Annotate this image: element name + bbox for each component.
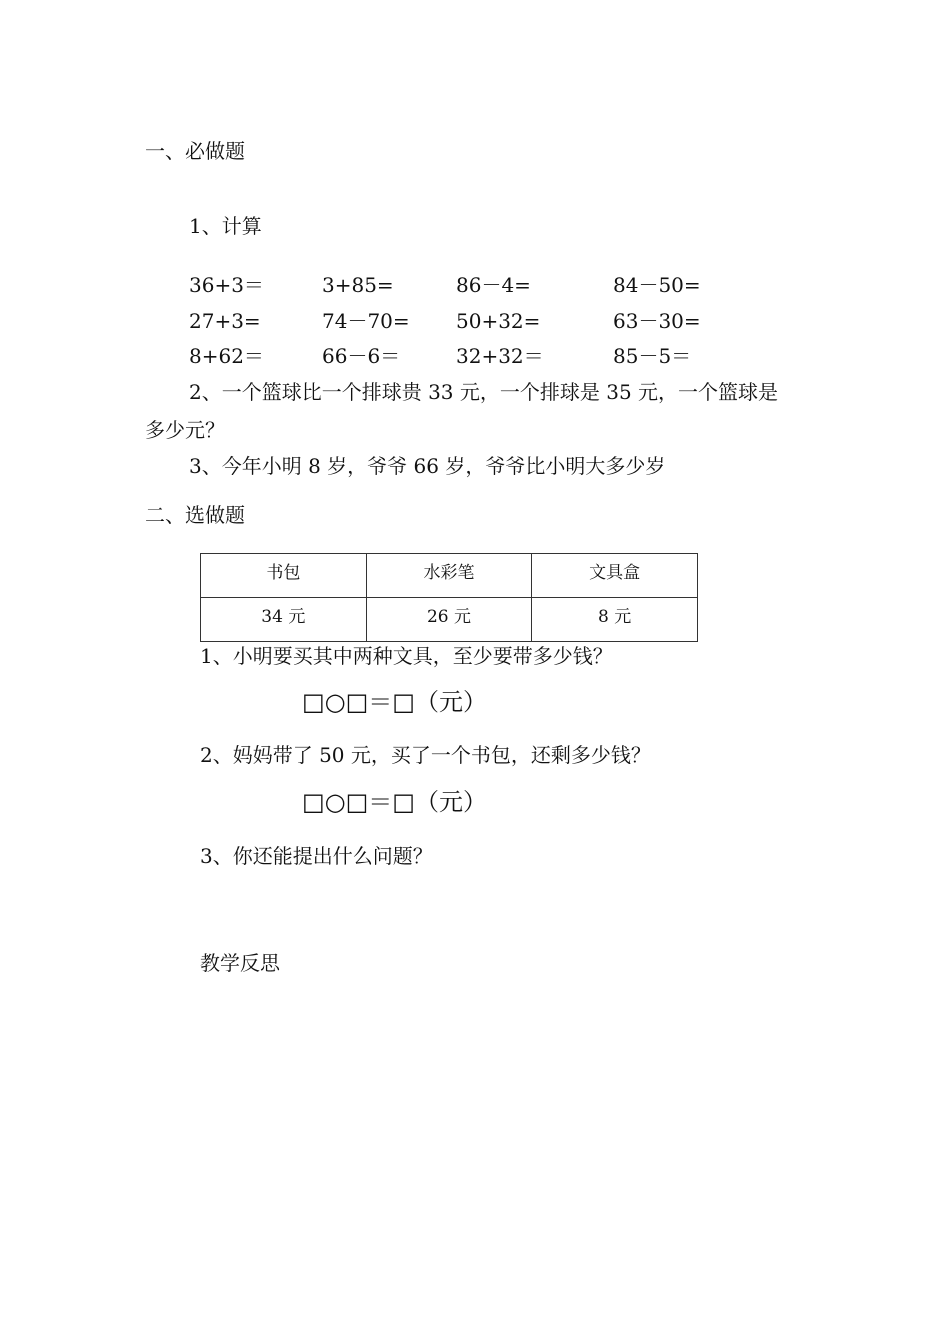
price-table xyxy=(200,553,698,642)
calc-item: 85－5＝ xyxy=(613,344,692,368)
calc-item: 8+62＝ xyxy=(189,344,264,368)
section1-heading: 一、必做题 xyxy=(145,139,245,163)
calc-item: 27+3= xyxy=(189,309,261,333)
q3-text: 3、今年小明 8 岁，爷爷 66 岁，爷爷比小明大多少岁 xyxy=(189,454,666,478)
calc-item: 63－30= xyxy=(613,309,701,333)
q1-title: 1、计算 xyxy=(189,214,262,238)
calc-item: 50+32= xyxy=(456,309,541,333)
s2-q3-text: 3、你还能提出什么问题？ xyxy=(200,844,433,868)
answer-formula: □○□＝□（元） xyxy=(302,688,487,716)
calc-item: 36+3＝ xyxy=(189,273,264,297)
calc-item: 3+85= xyxy=(322,273,394,297)
table-row xyxy=(201,554,698,598)
table-price-cell: 34 元 xyxy=(201,598,367,642)
table-price-cell: 26 元 xyxy=(366,598,532,642)
table-header-cell: 书包 xyxy=(201,554,367,598)
table-price-cell: 8 元 xyxy=(532,598,698,642)
calc-item: 32+32＝ xyxy=(456,344,544,368)
section2-heading: 二、选做题 xyxy=(145,503,245,527)
calc-item: 74－70= xyxy=(322,309,410,333)
s2-q2-text: 2、妈妈带了 50 元，买了一个书包，还剩多少钱？ xyxy=(200,743,651,767)
answer-formula: □○□＝□（元） xyxy=(302,788,487,816)
q2-line1: 2、一个篮球比一个排球贵 33 元，一个排球是 35 元，一个篮球是 xyxy=(189,380,779,404)
q2-line2: 多少元？ xyxy=(145,418,225,442)
s2-q1-text: 1、小明要买其中两种文具，至少要带多少钱？ xyxy=(200,644,613,668)
table-header-cell: 水彩笔 xyxy=(366,554,532,598)
table-row xyxy=(201,598,698,642)
calc-item: 66－6＝ xyxy=(322,344,401,368)
calc-item: 86－4= xyxy=(456,273,531,297)
calc-item: 84－50= xyxy=(613,273,701,297)
table-header-cell: 文具盒 xyxy=(532,554,698,598)
reflection-heading: 教学反思 xyxy=(200,951,280,975)
